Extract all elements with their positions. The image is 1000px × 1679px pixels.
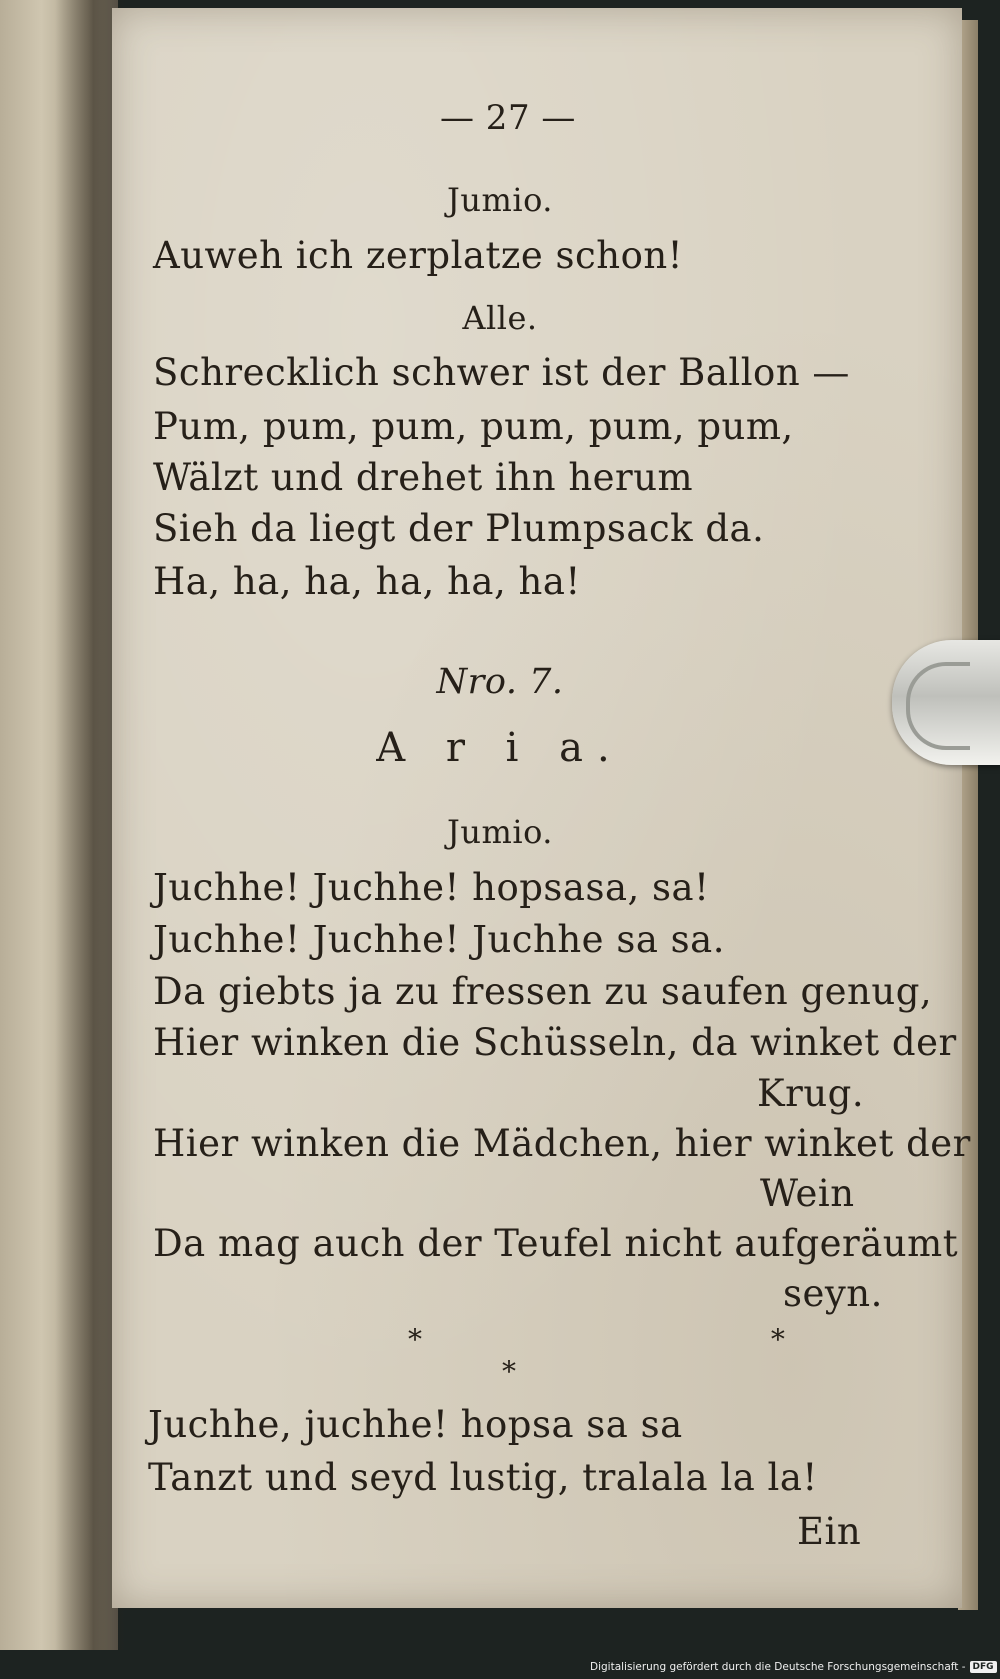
section-number: Nro. 7. <box>436 662 564 702</box>
verse-line: Juchhe! Juchhe! hopsasa, sa! <box>153 866 710 909</box>
digitization-credit <box>590 1658 992 1676</box>
verse-line: Juchhe, juchhe! hopsa sa sa <box>148 1403 683 1446</box>
verse-line: Da giebts ja zu fressen zu saufen genug, <box>153 970 933 1013</box>
verse-line: Hier winken die Mädchen, hier winket der <box>153 1122 971 1165</box>
credit-text: Digitalisierung gefördert durch die Deutsche Forschungsgemeinschaft - <box>590 1661 966 1673</box>
verse-line-continuation: Wein <box>760 1172 855 1215</box>
catchword: Ein <box>797 1510 862 1553</box>
speaker-heading: Jumio. <box>447 813 553 851</box>
speaker-heading: Alle. <box>462 299 538 337</box>
section-title: A r i a. <box>376 725 624 771</box>
asterism-bottom: * <box>502 1355 517 1388</box>
verse-line: Auweh ich zerplatze schon! <box>153 234 684 277</box>
verse-line: Pum, pum, pum, pum, pum, pum, <box>153 405 794 448</box>
verse-line: Hier winken die Schüsseln, da winket der <box>153 1021 957 1064</box>
verse-line: Sieh da liegt der Plumpsack da. <box>153 507 765 550</box>
verse-line: Tanzt und seyd lustig, tralala la la! <box>148 1456 818 1499</box>
asterism-top: * * <box>408 1323 955 1356</box>
verse-line-continuation: Krug. <box>757 1072 865 1115</box>
page-number: — 27 — <box>440 98 576 138</box>
speaker-heading: Jumio. <box>447 181 553 219</box>
dfg-logo-icon: DFG <box>970 1661 997 1673</box>
verse-line: Juchhe! Juchhe! Juchhe sa sa. <box>153 918 725 961</box>
verse-line: Ha, ha, ha, ha, ha, ha! <box>153 560 581 603</box>
verse-line: Schrecklich schwer ist der Ballon — <box>153 351 850 394</box>
verse-line: Wälzt und drehet ihn herum <box>153 456 694 499</box>
verse-line: Da mag auch der Teufel nicht aufgeräumt <box>153 1222 959 1265</box>
verse-line-continuation: seyn. <box>783 1272 883 1315</box>
